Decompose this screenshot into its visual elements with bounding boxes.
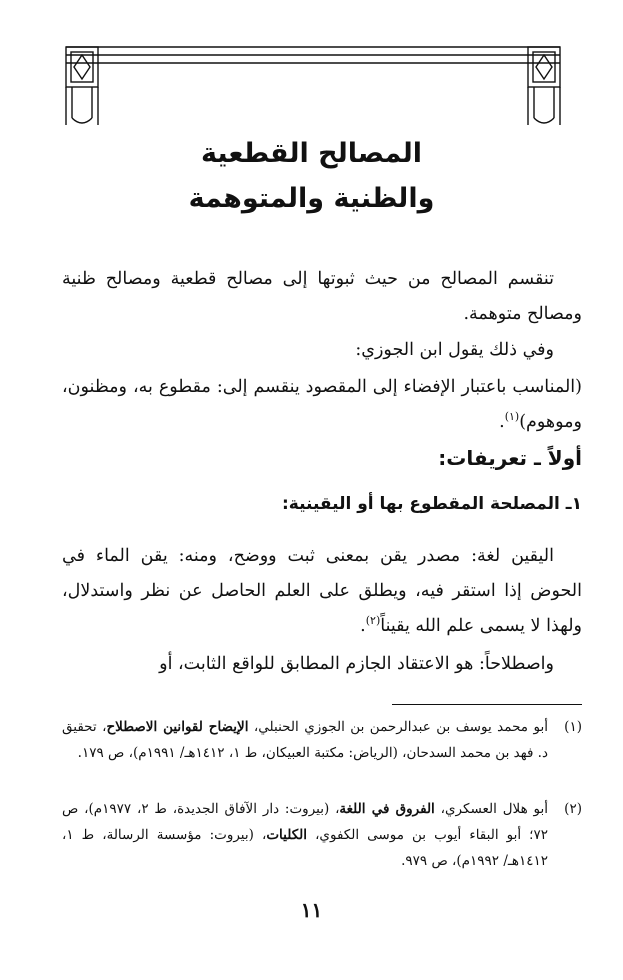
footnote-text: أبو محمد يوسف بن عبدالرحمن بن الجوزي الحنبلي، الإيضاح لقوانين الاصطلاح، تحقيق د. فهد بن محمد السدحان، (الرياض: مكتبة العبيكان، ط ١، ١٤١٢هـ/ ١٩٩١م)، ص ١٧٩. xyxy=(62,719,548,761)
decorative-frame xyxy=(0,0,623,140)
footnote-ref-2[interactable]: (٢) xyxy=(365,614,381,628)
page-title-line-2: والظنية والمتوهمة xyxy=(188,183,435,214)
definition-paragraph: اليقين لغة: مصدر يقن بمعنى ثبت ووضح، ومنه: يقن الماء في الحوض إذا استقر فيه، ويطلق على العلم الحاصل عن نظر واستدلال، ولهذا لا يسمى علم الله يقيناً$^{(٢)}$. xyxy=(62,546,582,636)
book-title: الفروق في اللغة xyxy=(339,801,435,817)
footnote-text: أبو هلال العسكري، الفروق في اللغة، (بيروت: دار الآفاق الجديدة، ط ٢، ١٩٧٧م)، ص ٧٢؛ أبو البقاء أيوب بن موسى الكفوي، الكليات، (بيروت: مؤسسة الرسالة، ط ١، ١٤١٢هـ/ ١٩٩٢م)، ص ٩٧٩. xyxy=(62,801,548,869)
quote-paragraph: (المناسب باعتبار الإفضاء إلى المقصود ينقسم إلى: مقطوع به، ومظنون، وموهوم)$^{(١)}$. xyxy=(62,377,582,432)
footnote-number: (١) xyxy=(564,719,582,735)
book-title: الكليات xyxy=(266,827,308,843)
definition-text: اليقين لغة: مصدر يقن بمعنى ثبت ووضح، ومنه: يقن الماء في الحوض إذا استقر فيه، ويطلق على العلم الحاصل عن نظر واستدلال، ولهذا لا يسمى علم الله يقيناً xyxy=(62,546,582,636)
footnote-divider xyxy=(392,704,582,705)
book-title: الإيضاح لقوانين الاصطلاح xyxy=(106,719,249,735)
sub-heading: ١ـ المصلحة المقطوع بها أو اليقينية: xyxy=(281,494,582,514)
page-title-line-1: المصالح القطعية xyxy=(201,138,422,169)
quote-text: (المناسب باعتبار الإفضاء إلى المقصود ينقسم إلى: مقطوع به، ومظنون، وموهوم) xyxy=(62,377,582,432)
section-heading: أولاً ـ تعريفات: xyxy=(438,446,582,470)
footnote-1 xyxy=(62,714,582,766)
intro-paragraph: تنقسم المصالح من حيث ثبوتها إلى مصالح قطعية ومصالح ظنية ومصالح متوهمة. xyxy=(62,269,582,324)
footnote-number: (٢) xyxy=(564,801,582,817)
terminology-paragraph: واصطلاحاً: هو الاعتقاد الجازم المطابق للواقع الثابت، أو xyxy=(159,654,554,674)
footnote-2 xyxy=(62,796,582,874)
quote-intro: وفي ذلك يقول ابن الجوزي: xyxy=(355,340,554,360)
page-number: ١١ xyxy=(300,898,323,922)
footnote-ref-1[interactable]: (١) xyxy=(504,410,520,424)
